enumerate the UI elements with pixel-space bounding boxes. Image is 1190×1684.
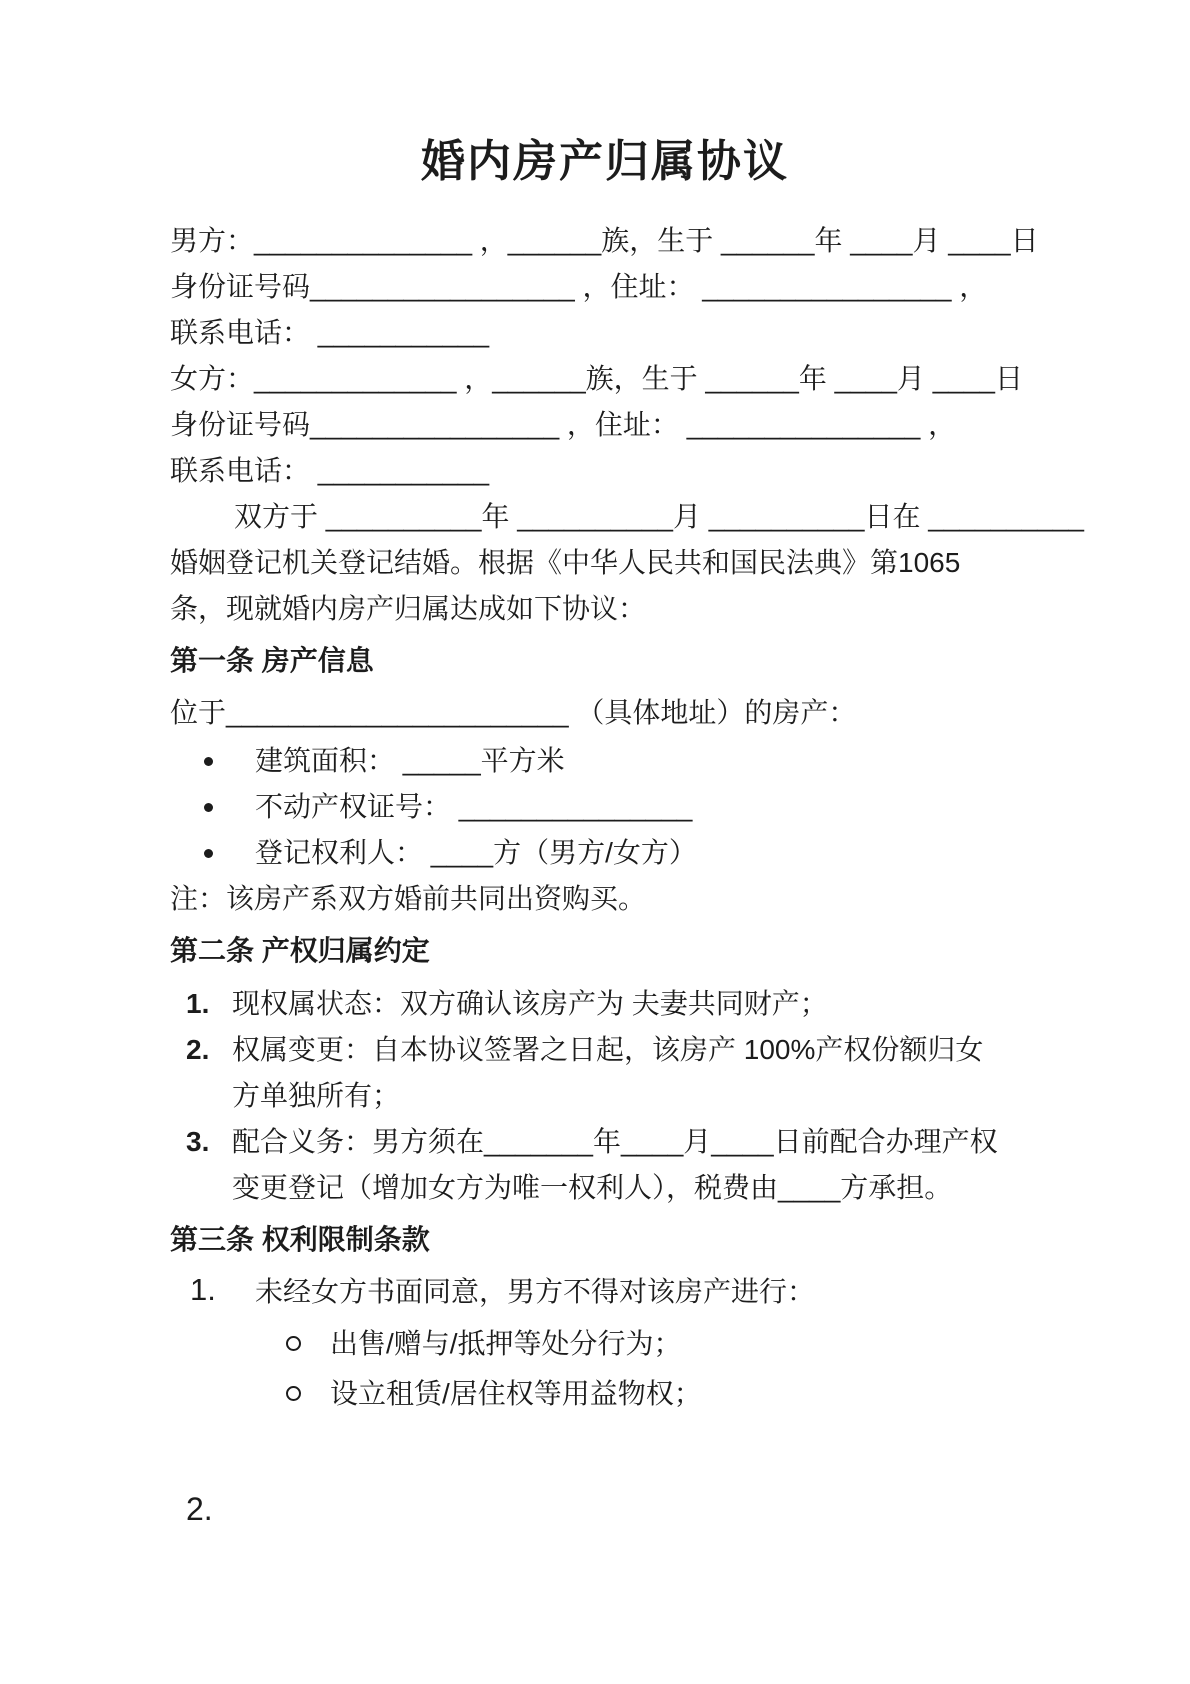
bullet-dot-icon <box>204 803 213 812</box>
text-line: 现权属状态：双方确认该房产为 夫妻共同财产； <box>232 988 828 1019</box>
party-a-id-address-line: 身份证号码_________________ ，住址： ________________ ， <box>170 271 988 302</box>
recital-legal-basis-line: 婚姻登记机关登记结婚。根据《中华人民共和国民法典》第1065 <box>170 547 961 578</box>
list-number: 2. <box>186 1034 210 1065</box>
bullet-item-registered-owner-text: 登记权利人： ____方（男方/女方） <box>255 837 697 868</box>
party-b-name-line: 女方：_____________ ，______族，生于 ______年 ____月 ____日 <box>170 363 1024 394</box>
bullet-dot-icon <box>204 849 213 858</box>
section-3-heading: 第三条 权利限制条款 <box>170 1224 430 1255</box>
list-number: 3. <box>186 1126 210 1157</box>
bullet-item-registered-owner <box>170 830 1040 876</box>
restriction-item-2-number: 2. <box>186 1491 213 1527</box>
text-line: 变更登记（增加女方为唯一权利人），税费由____方承担。 <box>232 1172 953 1203</box>
circle-bullet-icon <box>286 1386 301 1401</box>
list-number: 1. <box>190 1272 216 1307</box>
recital-marriage-date-line: 双方于 __________年 __________月 __________日在 __________ <box>234 501 1085 532</box>
bullet-item-cert-no-text: 不动产权证号： _______________ <box>255 791 693 822</box>
circle-bullet-icon <box>286 1336 301 1351</box>
party-b-phone-line: 联系电话： ___________ <box>170 455 490 486</box>
list-number: 1. <box>186 988 210 1019</box>
property-note-line: 注：该房产系双方婚前共同出资购买。 <box>170 883 647 914</box>
bullet-item-area-text: 建筑面积： _____平方米 <box>255 745 565 776</box>
ownership-item-1-text <box>232 981 1040 1027</box>
ownership-item-3 <box>170 1119 1040 1211</box>
bullet-dot-icon <box>204 757 213 766</box>
sub-item-disposal-text: 出售/赠与/抵押等处分行为； <box>330 1328 682 1359</box>
party-b-id-address-line: 身份证号码________________ ，住址： _______________ ， <box>170 409 957 440</box>
sub-item-usufruct-text: 设立租赁/居住权等用益物权； <box>330 1378 702 1409</box>
text-line: 配合义务：男方须在_______年____月____日前配合办理产权 <box>232 1126 998 1157</box>
section-2-heading: 第二条 产权归属约定 <box>170 935 430 966</box>
document-title: 婚内房产归属协议 <box>421 137 789 186</box>
party-a-phone-line: 联系电话： ___________ <box>170 317 490 348</box>
bullet-item-cert-no <box>170 784 1040 830</box>
party-a-name-line: 男方：______________ ，______族，生于 ______年 ____月 ____日 <box>170 225 1039 256</box>
property-location-line: 位于______________________ （具体地址）的房产： <box>170 697 857 728</box>
section-1-heading: 第一条 房产信息 <box>170 645 374 676</box>
ownership-item-2-text <box>232 1027 1040 1119</box>
text-line: 未经女方书面同意，男方不得对该房产进行： <box>255 1276 816 1307</box>
sub-item-usufruct <box>170 1369 1040 1419</box>
ownership-item-1 <box>170 981 1040 1027</box>
ownership-items-list <box>170 981 1040 1211</box>
ownership-item-2 <box>170 1027 1040 1119</box>
text-line: 权属变更：自本协议签署之日起，该房产 100%产权份额归女 <box>232 1034 984 1065</box>
restriction-item-1-text <box>255 1269 1040 1315</box>
recital-agreement-line: 条，现就婚内房产归属达成如下协议： <box>170 593 647 624</box>
restriction-sub-list <box>170 1319 1040 1419</box>
restriction-item-1 <box>170 1269 1040 1315</box>
sub-item-disposal <box>170 1319 1040 1369</box>
ownership-item-3-text <box>232 1119 1040 1211</box>
property-info-list <box>170 738 1040 876</box>
bullet-item-area <box>170 738 1040 784</box>
text-line: 方单独所有； <box>232 1080 401 1111</box>
